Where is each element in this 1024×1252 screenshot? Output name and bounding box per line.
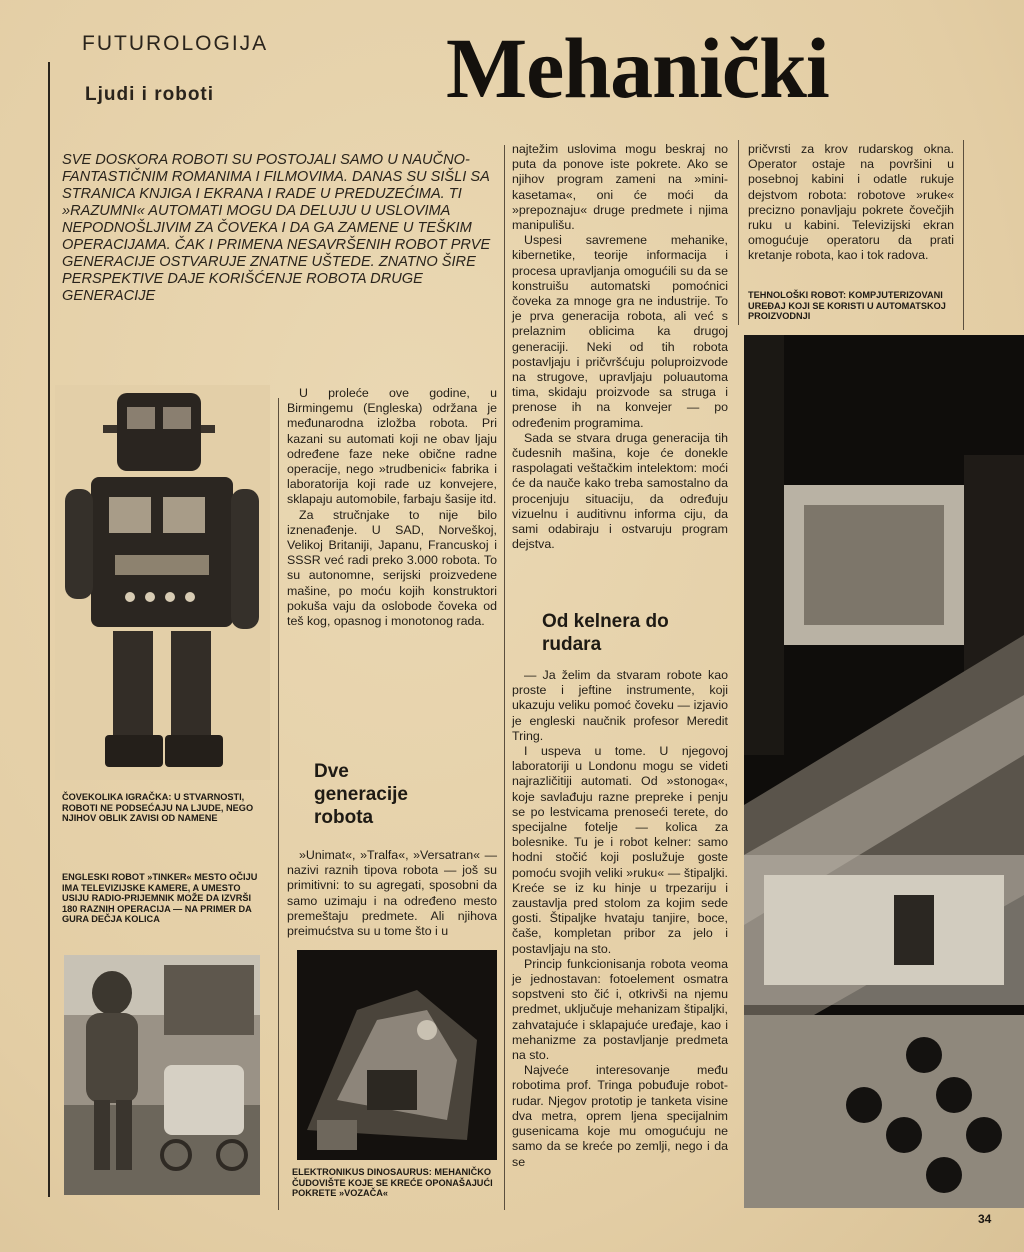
caption-covekolika-igracka: ČOVEKOLIKA IGRAČKA: U STVARNOSTI, ROBOTI NE PODSEĆAJU NA LJUDE, NEGO NJIHOV OBLIK ZAVISI OD NAMENE [62, 792, 254, 824]
page-number: 34 [978, 1212, 992, 1226]
article-column-2 [287, 386, 497, 629]
headline: Mehanički [446, 20, 829, 116]
paragraph: Najveće interesovanje među robotima prof. Tringa pobuđuje robot-rudar. Njegov prototip je tanketa visine dva metra, oprem ljena specijalnim gusenicama koje mu omogućuju ne samo da se kreće po zemlji, nego i da se [512, 1063, 728, 1169]
dinosaur-robot-photo [297, 950, 497, 1160]
column-rule-mid [278, 398, 279, 1210]
column-rule-left [48, 62, 50, 1197]
column-rule-right [738, 140, 739, 325]
caption-dinosaurus: ELEKTRONIKUS DINOSAURUS: MEHANIČKO ČUDOVIŠTE KOJE SE KREĆE OPONAŠAJUĆI POKRETE »VOZAČA« [292, 1167, 493, 1199]
column-rule-center [504, 145, 505, 1210]
paragraph: I uspeva u tome. U njegovoj laboratoriji u Londonu mogu se videti najrazličitiji automati. Od »stonoga«, koje savlađuju razne prepreke i penju se po lestvicama prenoseći terete, do specijalne foteljе — kolica za bolesnike. Tu je i robot kelner: samo hodni stočić koji poslužuje goste pomoću svojih veliki »ruku« — štipaljki. Kreće se iz ku hinje u trpezariju i zaustavlja pred stolom za kojim sede gosti. Štipaljke hvataju tanjire, boce, čaše, kompletan pribor za jelo i postavljaju na sto. [512, 744, 728, 956]
subhead-dve-generacije: Dve generacije robota [314, 761, 408, 828]
toy-robot-photo [55, 385, 270, 780]
tinker-robot-photo [64, 955, 260, 1195]
paragraph: Sada se stvara druga generacija tih čudesnih mašina, koje će donekle raspolagati veštačkim intelektom: moći će da nauče kako treba samostalno da procenjuju situaciju, da određuju vizuelnu i auditivnu informa ciju, da sami odabiraju i ostvaruju program dejstva. [512, 430, 728, 552]
paragraph: najtežim uslovima mogu beskraj no puta da ponove iste pokrete. Ako se njihov program zameni na »mini-kasetama«, oni će moći da »prepoznaju« druge predmete i njima manipulišu. [512, 142, 728, 233]
section-title: FUTUROLOGIJA [82, 32, 269, 55]
article-column-4 [748, 142, 954, 264]
subhead-od-kelnera: Od kelnera do rudara [542, 611, 669, 655]
article-column-3-lower [512, 668, 728, 1170]
paragraph: Za stručnjake to nije bilo iznenađenje. U SAD, Norveškoj, Velikoj Britaniji, Japanu, Francuskoj i SSSR već radi preko 3.000 robota. To su autonomne, serijski proizvedene mašine, po moću kojih konstruktori pokuša vaju da oslobode čoveka od teš kog, opasnog i monotonog rada. [287, 507, 497, 629]
caption-tinker: ENGLESKI ROBOT »TINKER« MESTO OČIJU IMA TELEVIZIJSKE KAMERE, A UMESTO USIJU RADIO-PRIJEMNIK MOŽE DA IZVRŠI 180 RAZNIH OPERACIJA — NA PRIMER DA GURA DEČJA KOLICA [62, 872, 258, 925]
article-column-3 [512, 142, 728, 552]
paragraph: Uspesi savremene mehanike, kibernetike, teorije informacija i procesa upravljanja omogućili su da se konstruišu automatski pomoćnici čoveka za mnoge gra ne industrije. To je prva generacija robota, ali već s prelaznim oblicima ka drugoj generaciji. Neki od tih robota postavljaju i pričvršćuju poluproizvode na strugove, upravljaju poluautoma tima, skidaju proizvode sa struga i prenose ih na konvejer — po određenim programima. [512, 233, 728, 430]
caption-tehnoloski-robot: TEHNOLOŠKI ROBOT: KOMPJUTERIZOVANI UREĐAJ KOJI SE KORISTI U AUTOMATSKOJ PROIZVODNJI [748, 290, 946, 322]
column-rule-right-lower [963, 140, 964, 330]
industrial-robot-photo [744, 335, 1024, 1208]
kicker: Ljudi i roboti [85, 84, 215, 105]
paragraph: U proleće ove godine, u Birmingemu (Engleska) održana je međunarodna izložba robota. Pri kazani su automati koji ne obav ljaju određene faze neke obične radne operacije, nego »trudbenici« fabrika i laboratorija koji rade uz konvejere, sklapaju automobile, farbaju šasije itd. [287, 386, 497, 507]
paragraph: pričvrsti za krov rudarskog okna. Operator ostaje na površini u posebnoj kabini i odatle rukuje dejstvom robota: robotove »ruke« precizno ponavljaju pokrete čovečjih ruku u kabini. Televizijski ekran omogućuje operatoru da prati kretanje robota, kao i tok radova. [748, 142, 954, 263]
paragraph: — Ja želim da stvaram robote kao proste i jeftine instrumente, koji ukazuju veliku pomoć čoveku — izjavio je engleski naučnik profesor Meredit Tring. [512, 668, 728, 743]
paragraph: »Unimat«, »Tralfa«, »Versatran« — nazivi raznih tipova robota — još su primitivni: to su agregati, sposobni da samo uzimaju i na određeno mesto premeštaju predmete. Ali njihova preimućstva su u tome što i u [287, 848, 497, 939]
paragraph: Princip funkcionisanja robota veoma je jednostavan: fotoelement osmatra sopstveni sto čić i, otkrivši na njemu predmet, uključuje mehanizam štipaljki, zahvatajuće i sklapajuće uređaje, kao i mehanizme za postavljanje predmeta na sto. [512, 956, 728, 1063]
article-column-2-lower [287, 848, 497, 939]
lead-paragraph: SVE DOSKORA ROBOTI SU POSTOJALI SAMO U NAUČNO-FANTASTIČNIM ROMANIMA I FILMOVIMA. DANAS SU SIŠLI SA STRANICA KNJIGA I EKRANA I RADE U PREDUZEĆIMA. TI »RAZUMNI« AUTOMATI MOGU DA DELUJU U USLOVIMA NEPODNOŠLJIVIM ZA ČOVEKA I DA GA ZAMENE U TEŠKIM OPERACIJAMA. ČAK I PRIMENA NESAVRŠENIH ROBOT PRVE GENERACIJE OSTVARUJE ZNATNE UŠTEDE. ZNATNO ŠIRE PERSPEKTIVE DAJE KORIŠĆENJE ROBOTA DRUGE GENERACIJE [62, 152, 491, 304]
